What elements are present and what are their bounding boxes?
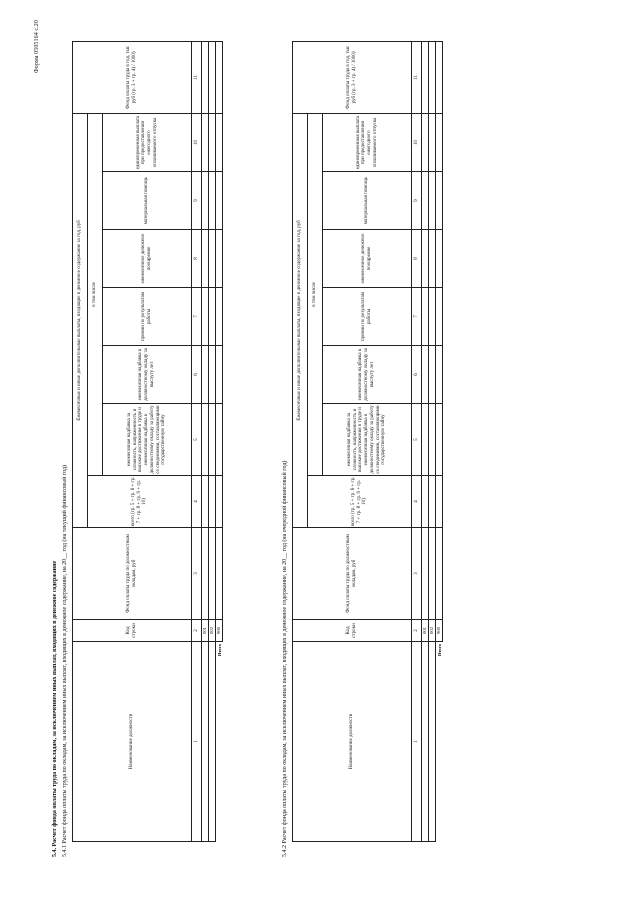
col-number: 10 <box>412 113 422 171</box>
total-code: 900 <box>216 620 223 642</box>
col-number: 1 <box>412 642 422 842</box>
col-number: 10 <box>192 113 202 171</box>
col-number: 9 <box>192 172 202 230</box>
total-label: Итого <box>436 644 442 657</box>
col-number: 7 <box>192 288 202 346</box>
header-col8: ежемесячное денежное поощрение <box>103 230 192 288</box>
col-number: 8 <box>192 230 202 288</box>
table-2-title: 5.4.2 Расчет фонда оплаты труда по окладам, за исключением иных выплат, входящих в денежное содержание, на 20__ год (на очередной финансовый год) <box>282 460 288 857</box>
table-1-title: 5.4.1 Расчет фонда оплаты труда по окладам, за исключением иных выплат, входящих в денежное содержание, на 20__ год (на текущий финансовый год) <box>62 464 68 857</box>
header-salary-fund: Фонд оплаты труда по должностным окладам, руб <box>73 528 192 620</box>
header-col8: ежемесячное денежное поощрение <box>323 230 412 288</box>
header-monthly-group: Ежемесячные и иные дополнительные выплаты, входящие в денежное содержание за год, руб <box>73 113 88 527</box>
col-number: 2 <box>412 620 422 642</box>
header-total: всего (гр. 5 + гр. 6 + гр. 7 + гр. 8 + гр. 9 + гр. 10) <box>88 476 192 528</box>
table-1 <box>72 41 223 842</box>
col-number: 5 <box>192 404 202 476</box>
header-col7: премии по результатам работы <box>103 288 192 346</box>
header-col6: ежемесячная надбавка к должностному окладу за выслугу лет <box>103 346 192 404</box>
col-number: 6 <box>192 346 202 404</box>
header-monthly-group: Ежемесячные и иные дополнительные выплаты, входящие в денежное содержание за год, руб <box>293 113 308 527</box>
col-number: 7 <box>412 288 422 346</box>
header-col9: материальная помощь <box>103 172 192 230</box>
header-col6: ежемесячная надбавка к должностному окладу за выслугу лет <box>323 346 412 404</box>
form-number: Форма 0505164 с.20 <box>34 20 40 74</box>
table-row <box>422 41 429 841</box>
position-cell[interactable] <box>202 642 209 842</box>
header-salary-fund: Фонд оплаты труда по должностным окладам, руб <box>293 528 412 620</box>
header-annual-fund: Фонд оплаты труда в год, тыс руб (гр. 3 + гр. 4) / 1000) <box>73 41 192 113</box>
table-row <box>202 41 209 841</box>
header-in-which: в том числе <box>308 113 323 475</box>
col-number: 4 <box>192 476 202 528</box>
code-cell: 001 <box>202 620 209 642</box>
header-position: Наименование должности <box>293 642 412 842</box>
header-col5: ежемесячная надбавка за сложность, напряженность и высокие достижения в труде и ежемесячная надбавка к должностному окладу за работу со сведениями, составляющими государственную тайну <box>323 404 412 476</box>
position-cell[interactable] <box>429 642 436 842</box>
position-cell[interactable] <box>422 642 429 842</box>
header-total: всего (гр. 5 + гр. 6 + гр. 7 + гр. 8 + гр. 9 + гр. 10) <box>308 476 412 528</box>
header-code: Код строки <box>293 620 412 642</box>
total-row <box>216 41 223 841</box>
section-title: 5.4. Расчет фонда оплаты труда по окладам, за исключением иных выплат, входящих в денежное содержание <box>52 560 58 857</box>
header-col10: единовременная выплата при предоставлении ежегодного оплачиваемого отпуска <box>323 113 412 171</box>
header-col9: материальная помощь <box>323 172 412 230</box>
col-number: 3 <box>192 528 202 620</box>
code-cell: 001 <box>422 620 429 642</box>
table-2 <box>292 41 443 842</box>
header-in-which: в том числе <box>88 113 103 475</box>
col-number: 11 <box>412 41 422 113</box>
header-col10: единовременная выплата при предоставлении ежегодного оплачиваемого отпуска <box>103 113 192 171</box>
header-code: Код строки <box>73 620 192 642</box>
col-number: 1 <box>192 642 202 842</box>
table-row <box>209 41 216 841</box>
code-cell: 002 <box>429 620 436 642</box>
col-number: 2 <box>192 620 202 642</box>
total-label: Итого <box>216 644 222 657</box>
header-position: Наименование должности <box>73 642 192 842</box>
total-row <box>436 41 443 841</box>
col-number: 11 <box>192 41 202 113</box>
col-number: 9 <box>412 172 422 230</box>
code-cell: 002 <box>209 620 216 642</box>
col-number: 5 <box>412 404 422 476</box>
col-number: 6 <box>412 346 422 404</box>
position-cell[interactable] <box>209 642 216 842</box>
col-number: 4 <box>412 476 422 528</box>
table-row <box>429 41 436 841</box>
header-col7: премии по результатам работы <box>323 288 412 346</box>
header-col5: ежемесячная надбавка за сложность, напряженность и высокие достижения в труде и ежемесячная надбавка к должностному окладу за работу со сведениями, составляющими государственную тайну <box>103 404 192 476</box>
total-code: 900 <box>436 620 443 642</box>
col-number: 8 <box>412 230 422 288</box>
header-annual-fund: Фонд оплаты труда в год, тыс руб (гр. 3 + гр. 4) / 1000) <box>293 41 412 113</box>
col-number: 3 <box>412 528 422 620</box>
